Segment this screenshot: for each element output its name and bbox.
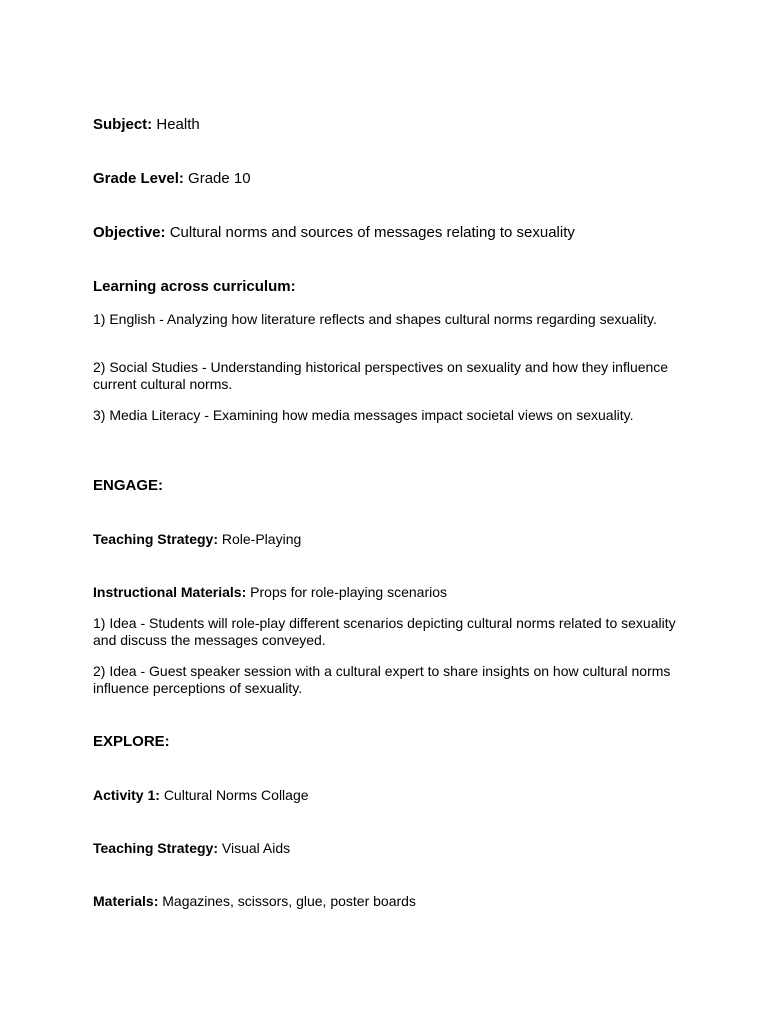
curriculum-item-2: 2) Social Studies - Understanding historical perspectives on sexuality and how they influence current cultural norms. [93,359,669,392]
explore-strategy-label: Teaching Strategy: [93,840,218,856]
engage-materials-value: Props for role-playing scenarios [250,584,448,600]
subject-value: Health [156,116,200,133]
explore-heading: EXPLORE: [93,733,170,750]
engage-strategy-line [93,530,693,548]
objective-value: Cultural norms and sources of messages relating to sexuality [169,224,575,241]
explore-materials-line [93,892,693,910]
explore-activity-label: Activity 1: [93,787,160,803]
engage-strategy-label: Teaching Strategy: [93,531,218,547]
engage-materials-label: Instructional Materials: [93,584,247,600]
objective-label: Objective: [93,224,166,241]
engage-heading: ENGAGE: [93,477,164,494]
engage-idea-2: 2) Idea - Guest speaker session with a cultural expert to share insights on how cultural norms influence perceptions of sexuality. [93,663,671,696]
grade-value: Grade 10 [188,170,251,187]
curriculum-item-3: 3) Media Literacy - Examining how media messages impact societal views on sexuality. [93,407,634,423]
explore-activity-line [93,786,693,804]
curriculum-item-1: 1) English - Analyzing how literature reflects and shapes cultural norms regarding sexuality. [93,311,657,327]
explore-strategy-line [93,839,693,857]
explore-activity-value: Cultural Norms Collage [163,787,309,803]
explore-materials-label: Materials: [93,893,159,909]
subject-label: Subject: [93,116,153,133]
grade-line [93,170,693,188]
engage-materials-line [93,583,693,601]
subject-line [93,116,693,134]
engage-idea-1: 1) Idea - Students will role-play different scenarios depicting cultural norms related to sexuality and discuss the messages conveyed. [93,615,676,648]
objective-line [93,224,693,242]
explore-strategy-value: Visual Aids [221,840,291,856]
grade-label: Grade Level: [93,170,184,187]
explore-materials-value: Magazines, scissors, glue, poster boards [162,893,416,909]
curriculum-heading: Learning across curriculum: [93,278,296,295]
engage-strategy-value: Role-Playing [221,531,302,547]
